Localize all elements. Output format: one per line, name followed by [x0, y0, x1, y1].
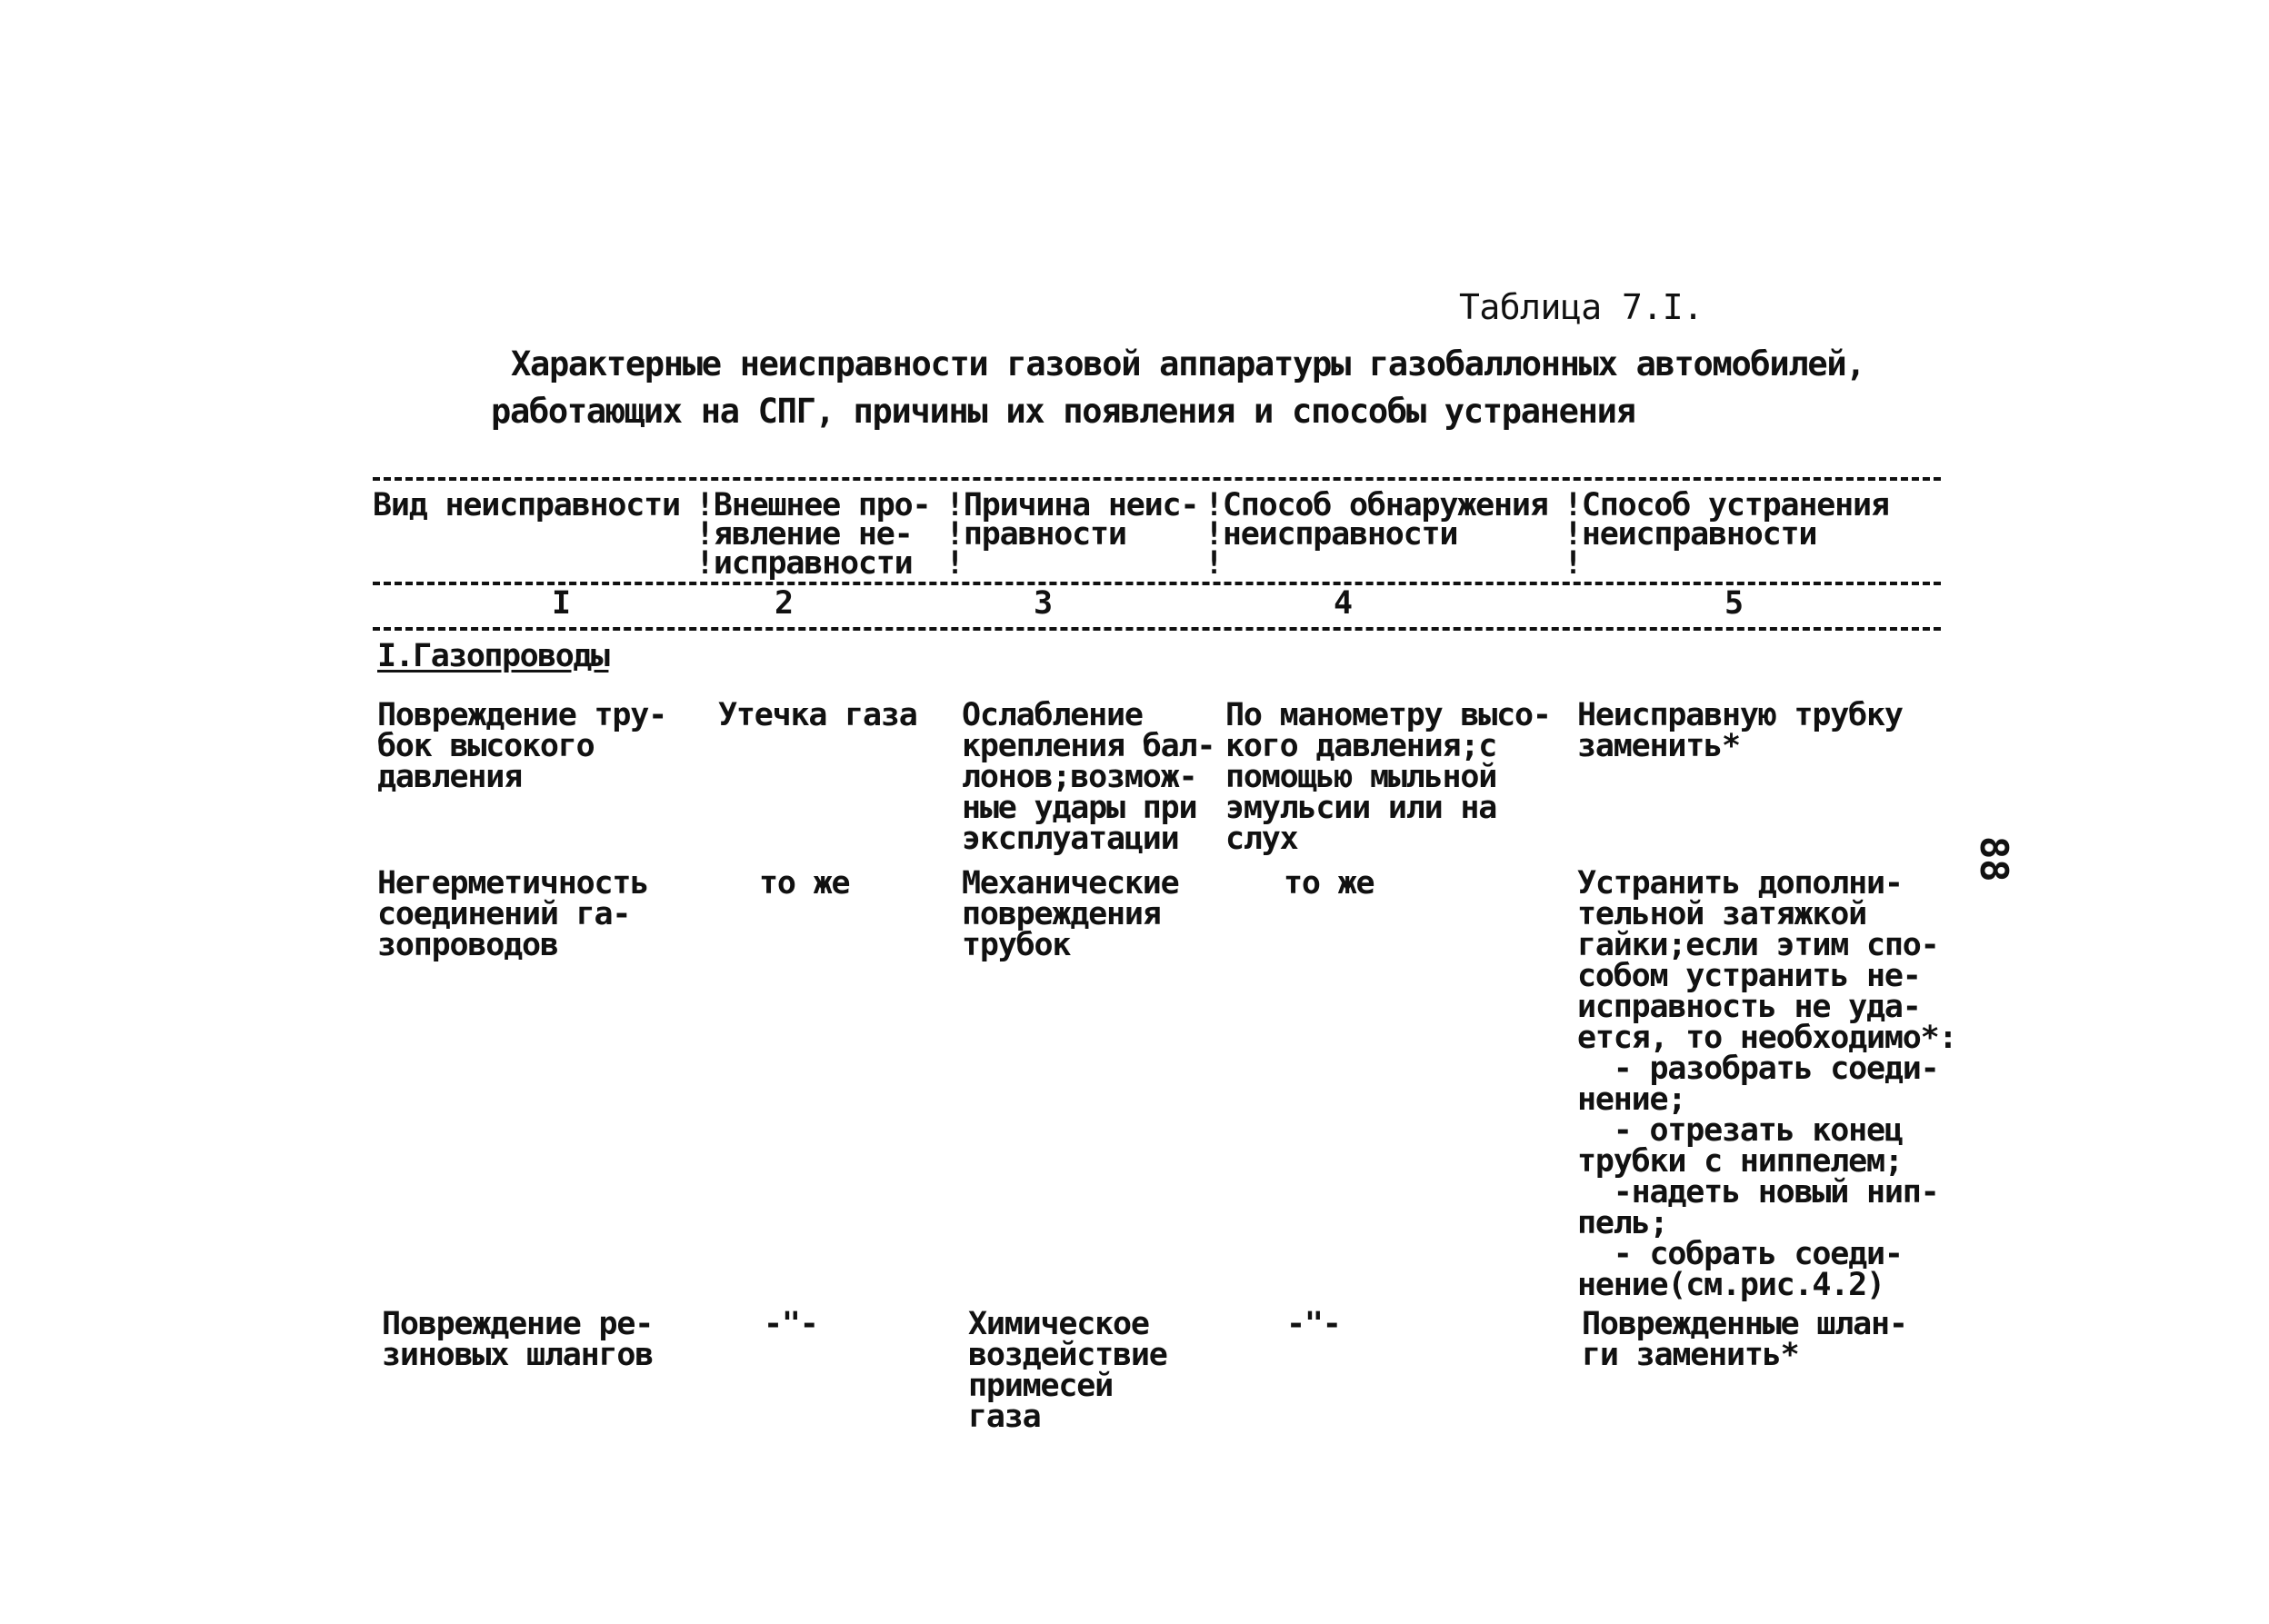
column-number-5: 5 — [1724, 585, 1744, 622]
row2-detection: то же — [1284, 865, 1374, 902]
row2-fault: Негерметичность соединений га- зопроводов — [377, 865, 649, 963]
page-number: 88 — [1972, 836, 2016, 882]
column-header-4: !Способ обнаружения !неисправности ! — [1204, 487, 1548, 582]
row1-detection: По манометру высо- кого давления;с помощью мыльной эмульсии или на слух — [1225, 697, 1551, 857]
row1-symptom: Утечка газа — [718, 697, 917, 733]
row1-fault: Повреждение тру- бок высокого давления — [377, 697, 666, 795]
row3-detection: -"- — [1286, 1306, 1341, 1342]
numbers-bottom-rule — [373, 627, 1941, 631]
row3-symptom: -"- — [764, 1306, 818, 1342]
title-line-2: работающих на СПГ, причины их появления и способы устранения — [491, 392, 1635, 431]
row2-cause: Механические повреждения трубок — [962, 865, 1179, 963]
row3-fault: Повреждение ре- зиновых шлангов — [382, 1306, 654, 1373]
table-top-rule — [373, 477, 1941, 481]
column-header-2: !Внешнее про- !явление не- !исправности — [695, 487, 931, 582]
column-number-1: I — [552, 585, 572, 622]
section-heading: I.Газопроводы — [377, 638, 609, 674]
row2-remedy: Устранить дополни- тельной затяжкой гайки;если этим спо- собом устранить не- исправность не уда- ется, то необходимо*: - разобрать соеди- нение; - отрезать конец трубки с ниппелем; -надеть новый нип- пель; - собрать соеди- нение(см.рис.4.2) — [1577, 865, 1957, 1303]
column-number-3: 3 — [1034, 585, 1054, 622]
column-header-1: Вид неисправности — [373, 487, 680, 523]
column-header-5: !Способ устранения !неисправности ! — [1564, 487, 1889, 582]
row1-remedy: Неисправную трубку заменить* — [1577, 697, 1903, 764]
row3-remedy: Поврежденные шлан- ги заменить* — [1582, 1306, 1907, 1373]
column-number-4: 4 — [1334, 585, 1354, 622]
header-bottom-rule — [373, 582, 1941, 585]
table-label: Таблица 7.I. — [1459, 287, 1704, 327]
row3-cause: Химическое воздействие примесей газа — [968, 1306, 1167, 1435]
column-number-2: 2 — [775, 585, 795, 622]
row2-symptom: то же — [759, 865, 850, 902]
title-line-1: Характерные неисправности газовой аппаратуры газобаллонных автомобилей, — [511, 344, 1865, 384]
row1-cause: Ослабление крепления бал- лонов;возмож- ные удары при эксплуатации — [962, 697, 1215, 857]
column-header-3: !Причина неис- !правности ! — [945, 487, 1199, 582]
